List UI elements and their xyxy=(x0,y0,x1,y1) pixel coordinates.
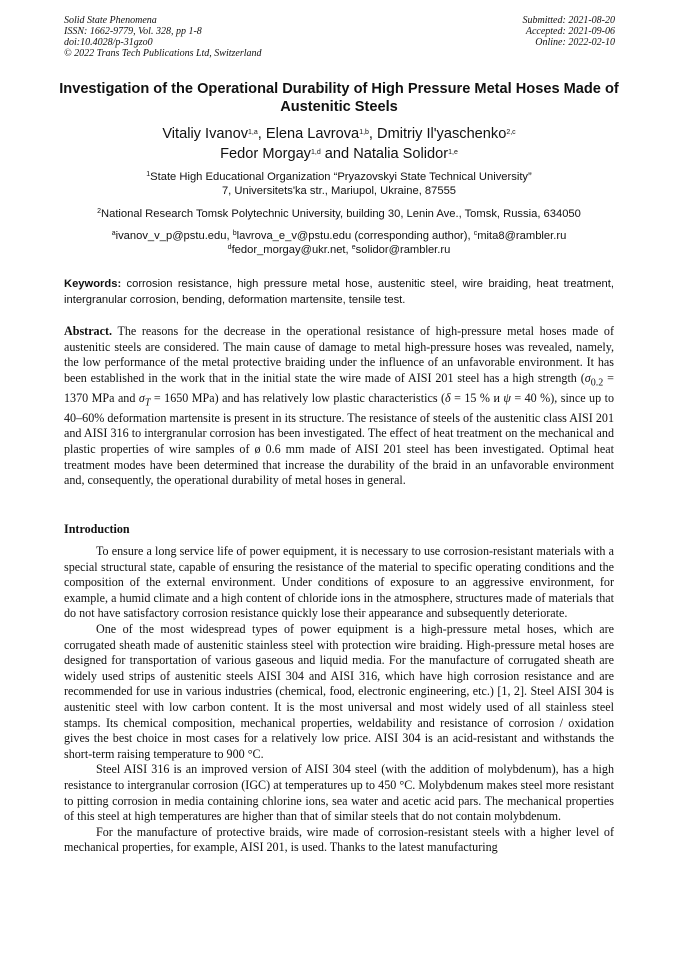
author-affil-mark: 1,a xyxy=(248,129,258,136)
submitted-date: Submitted: 2021-08-20 xyxy=(522,15,615,26)
author-affil-mark: 1,b xyxy=(359,129,369,136)
author-name: Elena Lavrova xyxy=(265,126,360,142)
accepted-date: Accepted: 2021-09-06 xyxy=(525,26,615,37)
paragraph: To ensure a long service life of power equipment, it is necessary to use corrosion-resistant materials with a special structural state, capable of ensuring the resistance of the material to specific operating conditions and the composition of the external environment. Under conditions of exposure to an aggressive environment, for example, a humid climate and a high content of chloride ions in the atmosphere, structures made of materials that do not have satisfactory corrosion resistance quickly lose their appearance and subsequently deteriorate. xyxy=(64,544,614,621)
abstract: Abstract. The reasons for the decrease in the operational resistance of high-pressure metal hoses made of austenitic steels are considered. The main cause of damage to metal high-pressure hoses was revealed, namely, the low performance of the metal protective braiding under the influence of an unfavorable environment. It has been established in the work that in the initial state the wire made of AISI 201 steel has a high strength ($\sigma_{0.2} = 1370$ MPa and $\sigma_T = 1650$ MPa) and has relatively low plastic characteristics (δ = 15 % и ψ = 40 %), since up to 40–60% deformation martensite is present in its structure. The resistance of steels of the austenitic class AISI 201 and AISI 316 to intergranular corrosion has been investigated. The effect of heat treatment on the mechanical and plastic properties of wire samples of ø 0.6 mm made of AISI 201 steel has been investigated. Optimal heat treatment modes have been determined that increase the durability of the braid in an unfavorable environment and, consequently, the operational durability of metal hoses in general. xyxy=(64,324,615,488)
affiliation-1: $^1$State High Educational Organization “Pryazovskyi State Technical University” 7, Universitets'ka str., Mariupol, Ukraine, 87555 xyxy=(146,171,532,197)
email-link[interactable]: solidor@rambler.ru xyxy=(355,244,451,256)
author-affil-mark: 1,d xyxy=(310,149,321,156)
author-affil-mark: 2,c xyxy=(506,129,516,136)
author-name: Fedor Morgay xyxy=(220,146,311,162)
author-name: Natalia Solidor xyxy=(353,146,449,162)
author-name: Vitaliy Ivanov xyxy=(162,126,249,142)
section-heading: Introduction xyxy=(64,522,130,536)
publication-dates xyxy=(523,15,616,48)
author-name: Dmitriy Il'yaschenko xyxy=(377,126,507,142)
journal-info xyxy=(64,15,262,59)
keywords-label: Keywords: xyxy=(64,278,122,290)
issn-line: ISSN: 1662-9779, Vol. 328, pp 1-8 xyxy=(64,26,202,37)
paper-title: Investigation of the Operational Durability of High Pressure Metal Hoses Made of Austenitic Steels xyxy=(59,81,619,115)
keywords xyxy=(64,276,614,308)
doi-line: doi:10.4028/p-31gzo0 xyxy=(64,37,153,48)
introduction-body xyxy=(64,544,614,856)
online-date: Online: 2022-02-10 xyxy=(535,37,615,48)
email-link[interactable]: mita8@rambler.ru xyxy=(477,230,567,242)
copyright-line: © 2022 Trans Tech Publications Ltd, Switzerland xyxy=(64,48,262,59)
paragraph: For the manufacture of protective braids, wire made of corrosion-resistant steels with a higher level of mechanical properties, for example, AISI 201, is used. Thanks to the latest manufacturing xyxy=(64,824,614,855)
paragraph: Steel AISI 316 is an improved version of AISI 304 steel (with the addition of molybdenum), has a high resistance to intergranular corrosion (IGC) at temperatures up to 450 °C. Molybdenum makes steel more resistant to pitting corrosion in media containing chlorine ions, sea water and acetic acid pars. The mechanical properties of this steel at high temperatures are higher than that of similar steels that do not contain molybdenum. xyxy=(64,762,614,824)
journal-name: Solid State Phenomena xyxy=(64,15,157,26)
abstract-label: Abstract. xyxy=(64,324,113,338)
keywords-text: corrosion resistance, high pressure metal hose, austenitic steel, wire braiding, heat treatment, intergranular corrosion, bending, deformation martensite, tensile test. xyxy=(64,278,614,306)
paragraph: One of the most widespread types of power equipment is a high-pressure metal hoses, which are corrugated sheath made of austenitic stainless steel with protection wire braiding. High-pressure metal hoses are designed for transportation of various gaseous and liquid media. For the manufacture of corrugated sheath are widely used strips of austenitic steels AISI 304 and AISI 316, which have high corrosion resistance and are recommended for use in various industries (chemical, food, electronic engineering, etc.) [1, 2]. Steel AISI 304 is austenitic steel with low carbon content. It is the most universal and most widely used of all stainless steel stamps. Its chemical composition, mechanical properties, weldability and resistance of corrosion / oxidation gives the best choice in most cases for a relatively low price. AISI 304 is an acid-resistant and withstands the short-term raising temperature to 900 °C. xyxy=(64,621,614,761)
email-link[interactable]: lavrova_e_v@pstu.edu (corresponding author) xyxy=(236,230,468,242)
author-affil-mark: 1,e xyxy=(448,149,458,156)
email-list: $^a$ivanov_v_p@pstu.edu, $^b$lavrova_e_v@pstu.edu (corresponding author), $^c$mita8@rambler.ru $^d$fedor_morgay@ukr.net, $^e$solidor@rambler.ru xyxy=(111,230,567,256)
author-list: Vitaliy Ivanov$^{1,a}$, Elena Lavrova$^{1,b}$, Dmitriy Il'yaschenko$^{2,c}$ Fedor Morgay$^{1,d}$ and Natalia Solidor$^{1,e}$ xyxy=(162,126,516,162)
email-link[interactable]: ivanov_v_p@pstu.edu xyxy=(115,230,227,242)
email-link[interactable]: fedor_morgay@ukr.net xyxy=(231,244,346,256)
affiliation-2: $^2$National Research Tomsk Polytechnic University, building 30, Lenin Ave., Tomsk, Russia, 634050 xyxy=(97,208,581,220)
